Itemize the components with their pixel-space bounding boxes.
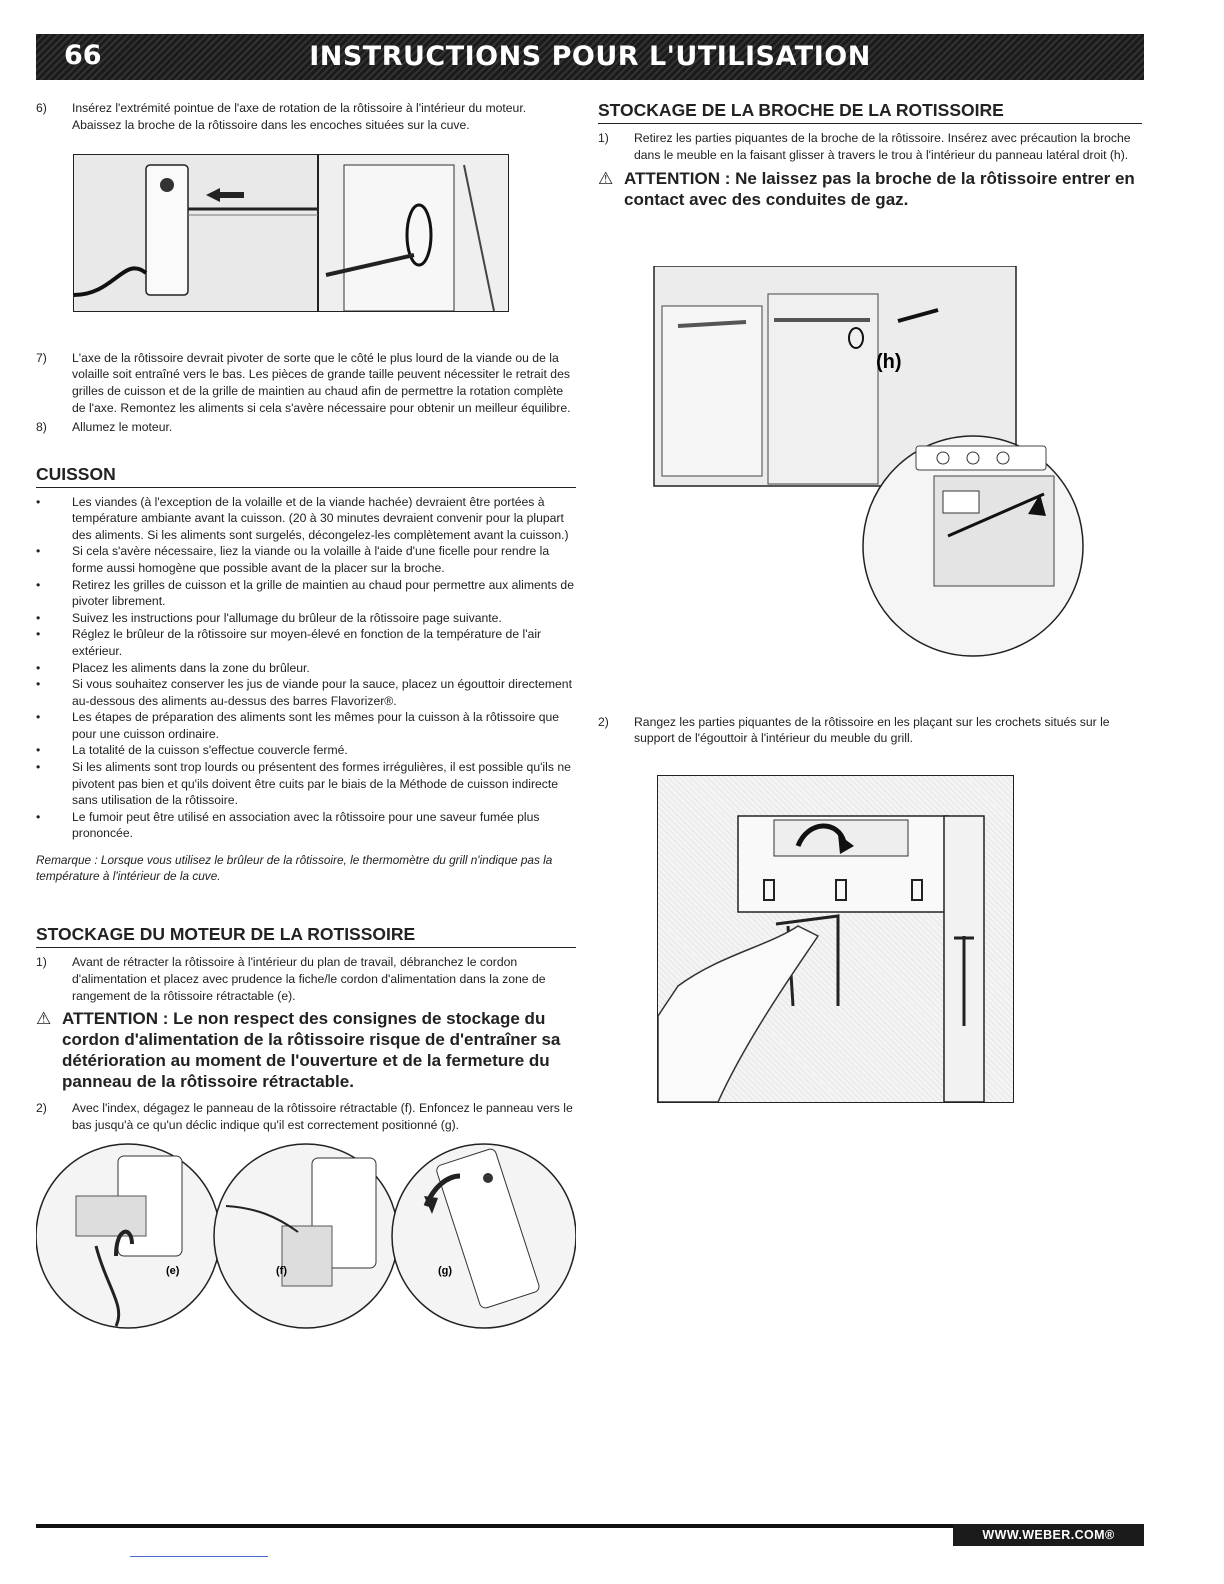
step-number: 1) xyxy=(36,955,47,970)
label-f: (f) xyxy=(276,1265,287,1278)
moteur-warning xyxy=(36,1008,576,1092)
label-e: (e) xyxy=(166,1265,180,1278)
right-column xyxy=(598,100,1142,1103)
cuisson-bullet: • Le fumoir peut être utilisé en association avec la rôtissoire pour une saveur fumée plus prononcée. xyxy=(36,809,540,841)
cuisson-list xyxy=(36,494,576,842)
broche-warning xyxy=(598,168,1142,210)
step-number: 2) xyxy=(36,1101,47,1116)
step-number: 8) xyxy=(36,419,47,434)
left-column xyxy=(36,100,576,1336)
warning-text: ATTENTION : Le non respect des consignes de stockage du cordon d'alimentation de la rôtissoire risque de d'entraîner sa détérioration au moment de l'ouverture et de la fermeture du panneau de la rôtissoire rétractable. xyxy=(62,1009,561,1092)
broche-step-1 xyxy=(598,130,1142,164)
step-6 xyxy=(36,100,576,134)
cuisson-bullet: • Si cela s'avère nécessaire, liez la viande ou la volaille à l'aide d'une ficelle pour rendre la forme aussi homogène que possible avant de la placer sur la broche. xyxy=(36,544,550,575)
cuisson-bullet: • Si les aliments sont trop lourds ou présentent des formes irrégulières, il est possible qu'ils ne pivotent pas bien et qu'ils doivent être cuits par le biais de la Méthode de cuisson indirecte sans utilisation de la rôtissoire. xyxy=(36,760,571,808)
footer-url[interactable]: WWW.WEBER.COM® xyxy=(953,1524,1144,1546)
step-number: 7) xyxy=(36,350,47,365)
step-text: Retirez les parties piquantes de la broche de la rôtissoire. Insérez avec précaution la broche dans le meuble en la faisant glisser à travers le trou à l'intérieur du panneau latéral droit (h). xyxy=(634,131,1131,162)
label-g: (g) xyxy=(438,1265,453,1278)
spit-storage-figure xyxy=(598,266,1142,666)
illustration-e xyxy=(36,1144,220,1328)
cuisson-heading: CUISSON xyxy=(36,464,576,488)
moteur-step-1 xyxy=(36,954,576,1004)
retractable-panel-illustrations xyxy=(36,1136,576,1336)
cuisson-bullet: • La totalité de la cuisson s'effectue couvercle fermé. xyxy=(36,743,348,758)
step-text: Rangez les parties piquantes de la rôtissoire en les plaçant sur les crochets situés sur le support de l'égouttoir à l'intérieur du meuble du grill. xyxy=(634,714,1110,746)
step-text: Allumez le moteur. xyxy=(72,419,173,434)
broche-step-2 xyxy=(598,714,1142,748)
motor-insertion-drawing xyxy=(74,155,508,311)
step-text: Insérez l'extrémité pointue de l'axe de rotation de la rôtissoire à l'intérieur du moteur. Abaissez la broche de la rôtissoire dans les encoches situées sur la cuve. xyxy=(72,101,527,132)
step-number: 1) xyxy=(598,131,609,145)
cuisson-note: Remarque : Lorsque vous utilisez le brûleur de la rôtissoire, le thermomètre du grill n'indique pas la température à l'intérieur de la cuve. xyxy=(36,853,553,884)
page-number: 66 xyxy=(64,40,102,71)
warning-text: ATTENTION : Ne laissez pas la broche de la rôtissoire entrer en contact avec des conduites de gaz. xyxy=(624,168,1135,209)
step-number: 2) xyxy=(598,714,609,729)
illustration-f xyxy=(214,1144,398,1328)
step-7 xyxy=(36,350,576,417)
hooks-storage-drawing xyxy=(658,776,1013,1102)
motor-insertion-illustration xyxy=(73,154,509,312)
cuisson-bullet: • Retirez les grilles de cuisson et la grille de maintien au chaud pour permettre aux aliments de pivoter librement. xyxy=(36,577,574,609)
moteur-step-2 xyxy=(36,1100,576,1134)
cuisson-bullet: • Si vous souhaitez conserver les jus de viande pour la sauce, placez un égouttoir directement au-dessous des aliments au-dessus des barres Flavorizer®. xyxy=(36,677,572,708)
step-text: Avec l'index, dégagez le panneau de la rôtissoire rétractable (f). Enfoncez le panneau vers le bas jusqu'à ce qu'un déclic indique qu'il est correctement positionné (g). xyxy=(72,1101,573,1133)
broche-heading: STOCKAGE DE LA BROCHE DE LA ROTISSOIRE xyxy=(598,100,1142,124)
illustration-g xyxy=(392,1144,576,1328)
warning-icon: ⚠ xyxy=(36,1009,52,1029)
moteur-heading: STOCKAGE DU MOTEUR DE LA ROTISSOIRE xyxy=(36,924,576,948)
warning-icon: ⚠ xyxy=(598,168,614,188)
page-title: INSTRUCTIONS POUR L'UTILISATION xyxy=(309,41,871,72)
spit-storage-drawing xyxy=(598,266,1142,666)
step-text: Avant de rétracter la rôtissoire à l'intérieur du plan de travail, débranchez le cordon d'alimentation et placez avec prudence la fiche/le cordon d'alimentation dans la zone de rangement de la rôtissoire rétractable (e). xyxy=(72,955,546,1003)
cuisson-bullet: • Suivez les instructions pour l'allumage du brûleur de la rôtissoire page suivante. xyxy=(36,610,502,625)
footer-underline xyxy=(130,1556,268,1557)
cuisson-bullet: • Les viandes (à l'exception de la volaille et de la viande hachée) devraient être portées à température ambiante avant la cuisson. (20 à 30 minutes devraient convenir pour la plupart des aliments. Si les aliments sont surgelés, décongelez-les complètement avant la cuisson.) xyxy=(36,494,569,542)
page-header xyxy=(36,34,1144,80)
cuisson-bullet: • Les étapes de préparation des aliments sont les mêmes pour la cuisson à la rôtissoire que pour une cuisson ordinaire. xyxy=(36,710,560,741)
label-h: (h) xyxy=(876,350,902,373)
step-8 xyxy=(36,419,576,436)
step-text: L'axe de la rôtissoire devrait pivoter de sorte que le côté le plus lourd de la viande ou de la volaille soit entraîné vers le bas. Les pièces de grande taille peuvent nécessiter le retrait des grilles de cuisson et de la grille de maintien au chaud afin de permettre la rotation complète de l'axe. Remontez les aliments si cela s'avère nécessaire pour obtenir un meilleur équilibre. xyxy=(72,350,571,415)
step-number: 6) xyxy=(36,101,47,115)
hooks-storage-illustration xyxy=(657,775,1014,1103)
cuisson-bullet: • Réglez le brûleur de la rôtissoire sur moyen-élevé en fonction de la température de l'air extérieur. xyxy=(36,627,542,658)
cuisson-bullet: • Placez les aliments dans la zone du brûleur. xyxy=(36,660,310,675)
